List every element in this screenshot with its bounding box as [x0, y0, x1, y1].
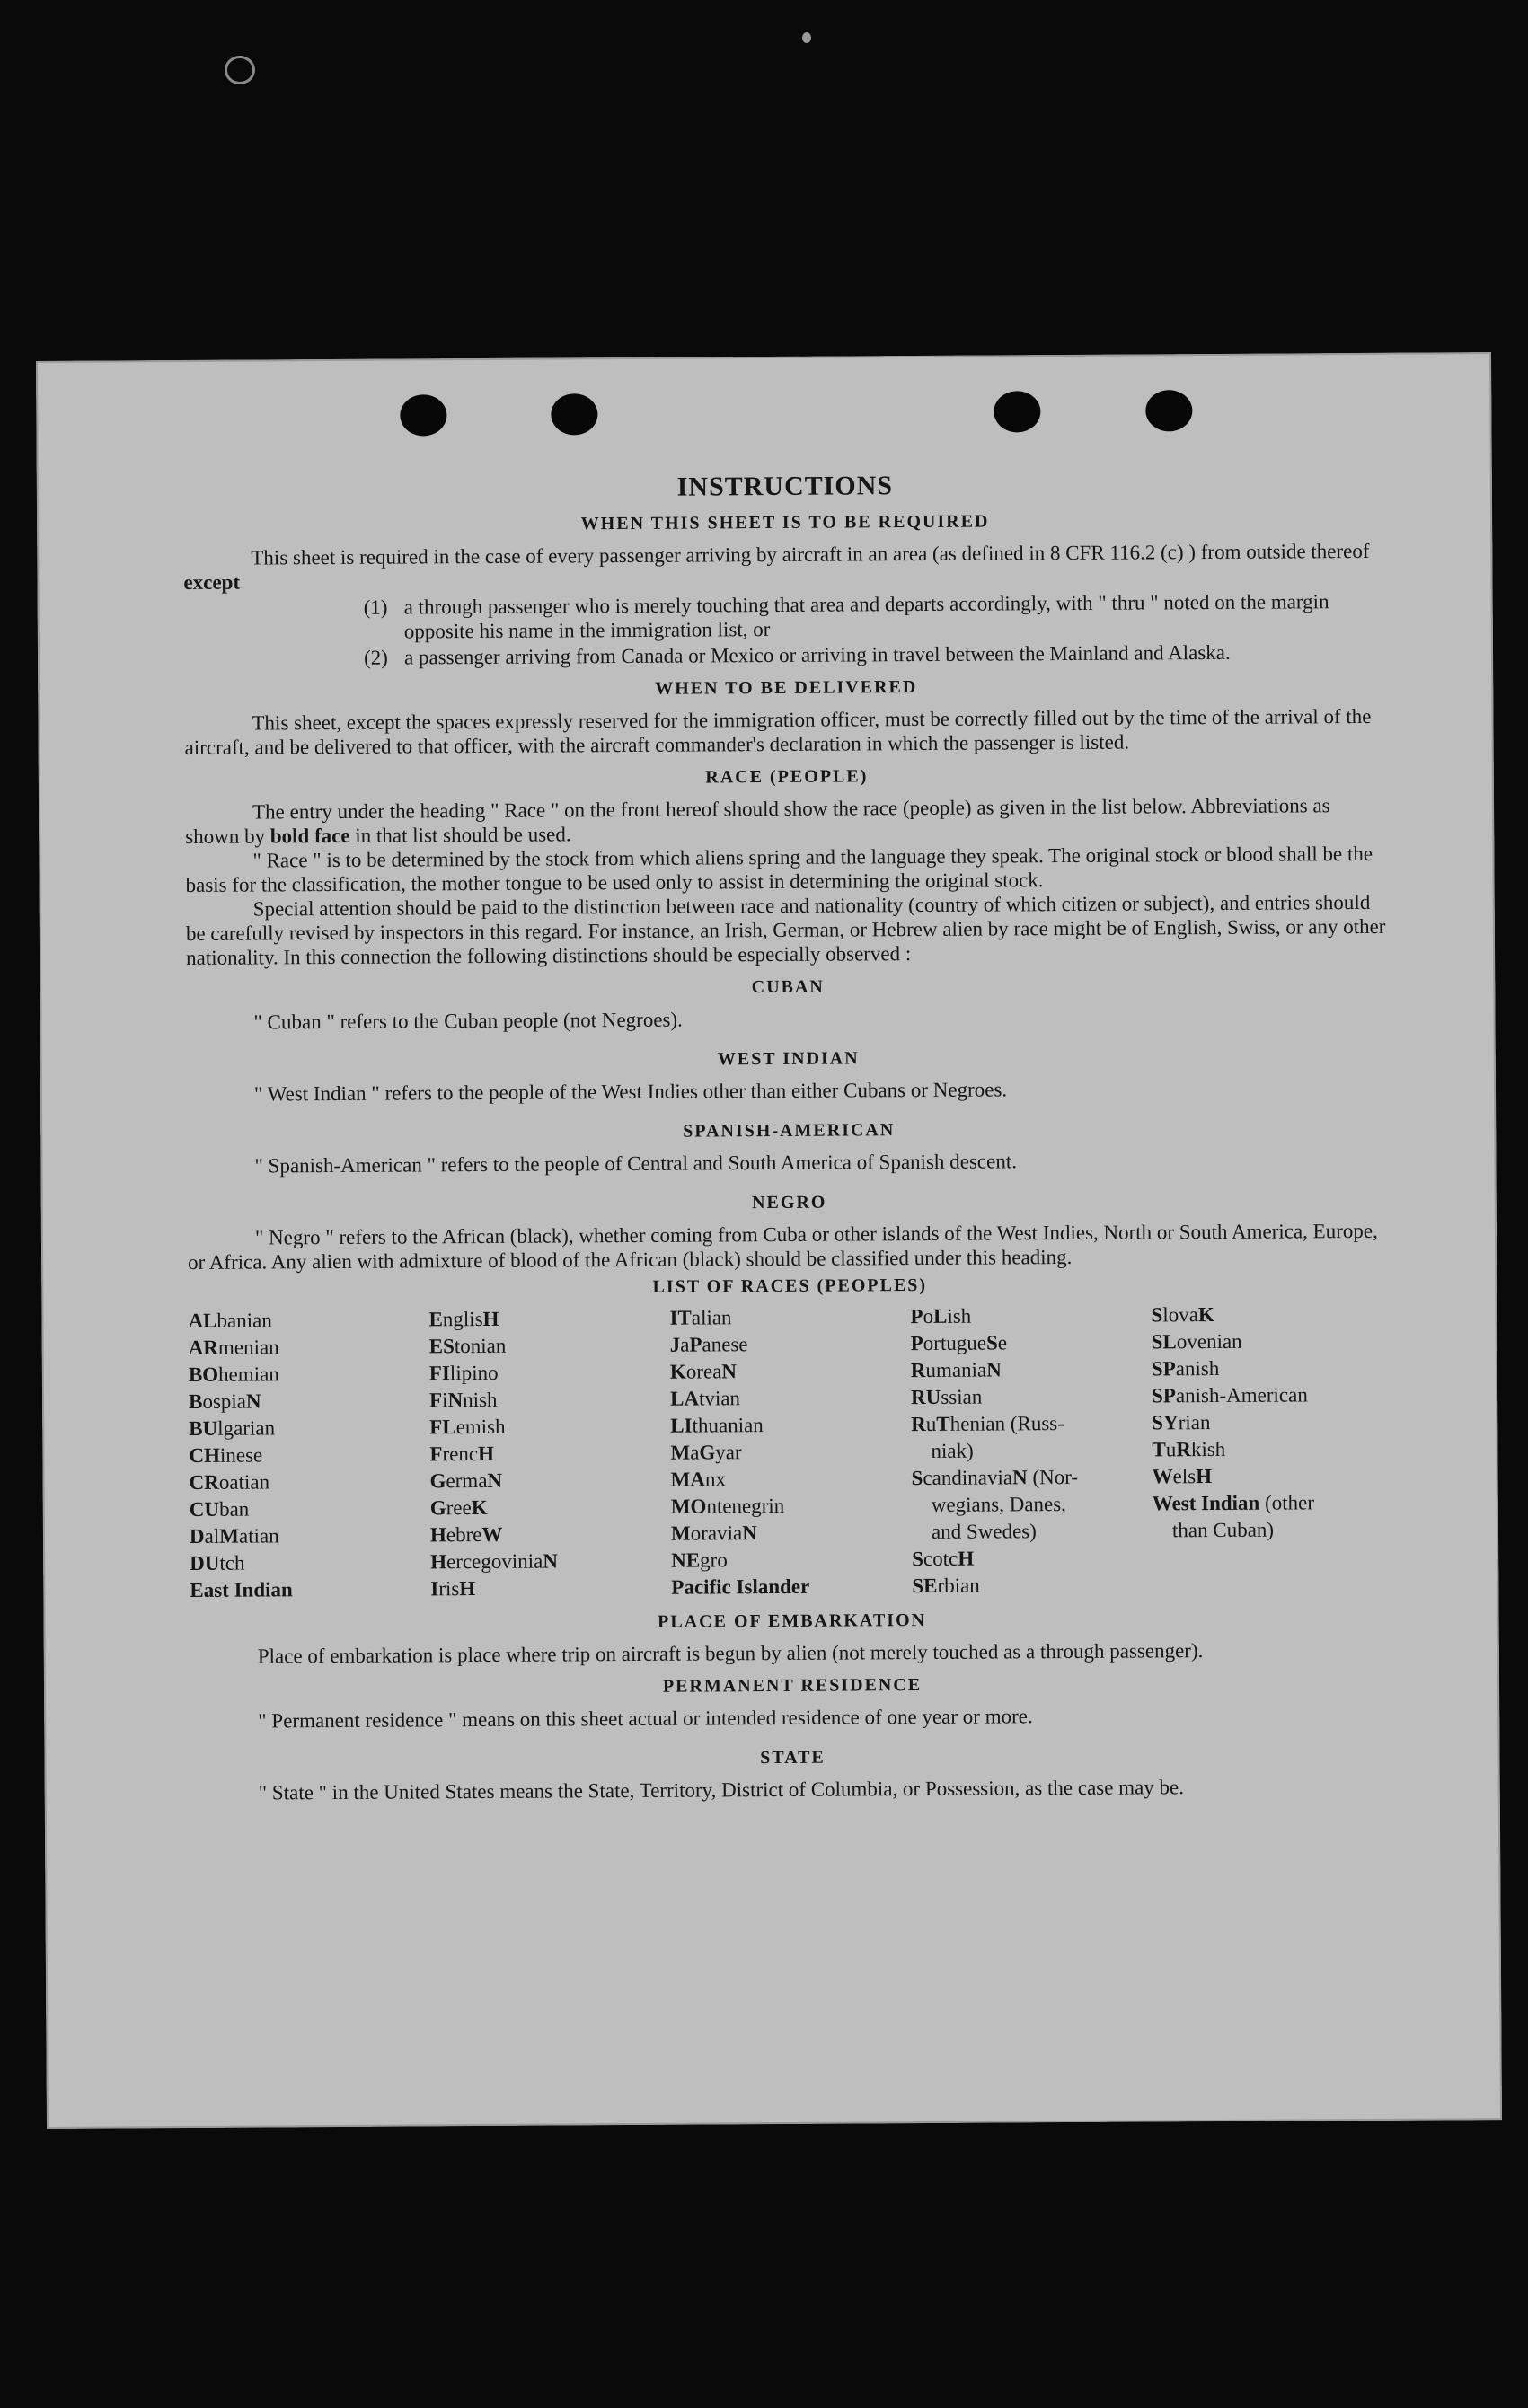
spanish-american-text: " Spanish-American " refers to the people of Central and South America of Spanish descent.: [254, 1150, 1018, 1178]
race-entry: than Cuban): [1171, 1518, 1275, 1542]
races-column-4: [910, 1301, 1153, 1600]
race-entry: West Indian (other: [1152, 1491, 1315, 1515]
race-entry: SErbian: [912, 1574, 980, 1598]
negro-text: " Negro " refers to the African (black), whether coming from Cuba or other islands of the West Indies, North or South America, Europe, or Africa. Any alien with admixture of blood of the African (black) should be classified under this heading.: [188, 1219, 1378, 1274]
race-entry: KoreaN: [669, 1360, 738, 1383]
race-entry: EStonian: [428, 1334, 507, 1358]
race-entry: MoraviaN: [670, 1522, 757, 1545]
cuban-text: " Cuban " refers to the Cuban people (not Negroes).: [253, 1008, 683, 1034]
section-heading-spanish-american: SPANISH-AMERICAN: [683, 1120, 896, 1142]
race-entry: SPanish: [1151, 1356, 1220, 1380]
section-heading-state: STATE: [760, 1747, 826, 1769]
state-text: " State " in the United States means the State, Territory, District of Columbia, or Possession, as the case may be.: [258, 1776, 1185, 1804]
clause-1: (1) a through passenger who is merely touching that area and departs accordingly, with " thru " noted on the margin opposite his name in the immigration list, or: [363, 590, 1329, 643]
section-heading-residence: PERMANENT RESIDENCE: [662, 1675, 923, 1697]
race-entry: WelsH: [1152, 1465, 1213, 1488]
section-heading-list: LIST OF RACES (PEOPLES): [652, 1275, 928, 1297]
race-entry: IrisH: [430, 1577, 476, 1601]
race-entry: ScandinaviaN (Nor-: [911, 1465, 1079, 1490]
races-column-3: [669, 1303, 912, 1601]
section-heading-cuban: CUBAN: [751, 976, 825, 998]
west-indian-text: " West Indian " refers to the people of the West Indies other than either Cubans or Negroes.: [253, 1078, 1008, 1106]
race-entry: PoLish: [910, 1304, 972, 1328]
instructions-content: [183, 468, 1395, 1805]
section-heading-race: RACE (PEOPLE): [705, 766, 869, 788]
race-entry: niak): [931, 1439, 974, 1462]
punch-hole: [400, 394, 446, 436]
race-entry: MaGyar: [670, 1441, 742, 1464]
race-entry: GreeK: [429, 1495, 488, 1520]
race-paragraph-2: " Race " is to be determined by the stock from which aliens spring and the language they speak. The original stock or blood shall be the basis for the classification, the mother tongue to be used only to assist in determining the original stock.: [185, 842, 1373, 896]
required-intro: This sheet is required in the case of every passenger arriving by aircraft in an area (as defined in 8 CFR 116.2 (c) ) from outside thereof except: [183, 539, 1370, 594]
race-entry: FiNnish: [428, 1388, 498, 1412]
race-entry: ALbanian: [188, 1309, 272, 1332]
race-entry: ScotcH: [912, 1547, 975, 1571]
scan-speck: [802, 32, 811, 43]
race-entry: PortugueSe: [910, 1331, 1008, 1355]
race-entry: HebreW: [429, 1522, 503, 1547]
race-entry: GermaN: [429, 1469, 503, 1493]
race-entry: FrencH: [429, 1442, 495, 1466]
race-entry: NEgro: [671, 1548, 728, 1572]
race-entry: Pacific Islander: [671, 1574, 810, 1599]
delivered-text: This sheet, except the spaces expressly reserved for the immigration officer, must be correctly filled out by the time of the arrival of the aircraft, and be delivered to that officer, with the aircraft commander's declaration in which the passenger is listed.: [184, 704, 1372, 759]
race-entry: RUssian: [910, 1385, 983, 1409]
race-paragraph-1: The entry under the heading " Race " on the front hereof should show the race (people) as given in the list below. Abbreviations as shown by bold face in that list should be used.: [185, 794, 1330, 848]
section-heading-embarkation: PLACE OF EMBARKATION: [658, 1610, 927, 1632]
race-entry: LIthuanian: [670, 1414, 764, 1437]
race-entry: SLovenian: [1151, 1329, 1242, 1354]
race-entry: BUlgarian: [189, 1416, 276, 1440]
race-entry: HercegoviniaN: [430, 1549, 559, 1574]
section-heading-negro: NEGRO: [752, 1192, 827, 1213]
race-entry: and Swedes): [931, 1520, 1037, 1543]
race-entry: BospiaN: [189, 1389, 261, 1413]
race-entry: FLemish: [429, 1415, 506, 1439]
race-entry: RuThenian (Russ-: [911, 1412, 1064, 1436]
section-heading-required: WHEN THIS SHEET IS TO BE REQUIRED: [580, 511, 990, 534]
section-heading-west-indian: WEST INDIAN: [717, 1048, 860, 1070]
race-entry: LAtvian: [669, 1387, 741, 1410]
residence-text: " Permanent residence " means on this sheet actual or intended residence of one year or more.: [258, 1705, 1033, 1733]
race-entry: TuRkish: [1152, 1437, 1226, 1461]
race-entry: MAnx: [670, 1468, 727, 1491]
race-entry: DUtch: [190, 1551, 245, 1574]
scan-speck: [225, 56, 255, 84]
punch-hole: [994, 391, 1040, 432]
race-entry: ARmenian: [188, 1336, 279, 1359]
race-entry: BOhemian: [188, 1363, 279, 1386]
race-entry: JaPanese: [669, 1333, 748, 1356]
race-entry: FIlipino: [428, 1361, 499, 1385]
punch-hole: [551, 393, 597, 435]
races-column-1: [188, 1306, 430, 1604]
race-entry: SYrian: [1152, 1411, 1211, 1434]
except-bold: except: [183, 570, 241, 594]
race-entry: SlovaK: [1151, 1303, 1214, 1327]
races-column-2: [428, 1305, 671, 1603]
race-entry: CUban: [189, 1497, 250, 1521]
race-entry: East Indian: [190, 1578, 293, 1601]
section-heading-delivered: WHEN TO BE DELIVERED: [655, 677, 918, 699]
race-entry: SPanish-American: [1151, 1383, 1308, 1407]
race-entry: MOntenegrin: [670, 1494, 785, 1518]
clause-2: (2) a passenger arriving from Canada or Mexico or arriving in travel between the Mainland and Alaska.: [363, 640, 1231, 669]
races-column-5: [1151, 1301, 1393, 1599]
race-entry: CHinese: [189, 1443, 263, 1467]
race-entry: ITalian: [669, 1306, 732, 1329]
page-title: INSTRUCTIONS: [676, 471, 894, 502]
punch-hole: [1145, 390, 1192, 431]
embarkation-text: Place of embarkation is place where trip on aircraft is begun by alien (not merely touched as a through passenger).: [257, 1639, 1204, 1668]
race-entry: CRoatian: [189, 1470, 270, 1494]
race-entry: DalMatian: [189, 1524, 279, 1548]
race-entry: RumaniaN: [910, 1358, 1002, 1382]
races-list: [188, 1301, 1393, 1604]
race-entry: wegians, Danes,: [931, 1493, 1066, 1516]
race-entry: EnglisH: [428, 1307, 499, 1331]
race-paragraph-3: Special attention should be paid to the distinction between race and nationality (country of which citizen or subject), and entries should be carefully revised by inspectors in this regard. For instance, an Irish, German, or Hebrew alien by race might be of English, Swiss, or any other nationality. In this connection the following distinctions should be especially observed :: [185, 890, 1386, 969]
document-page: [36, 352, 1502, 2129]
